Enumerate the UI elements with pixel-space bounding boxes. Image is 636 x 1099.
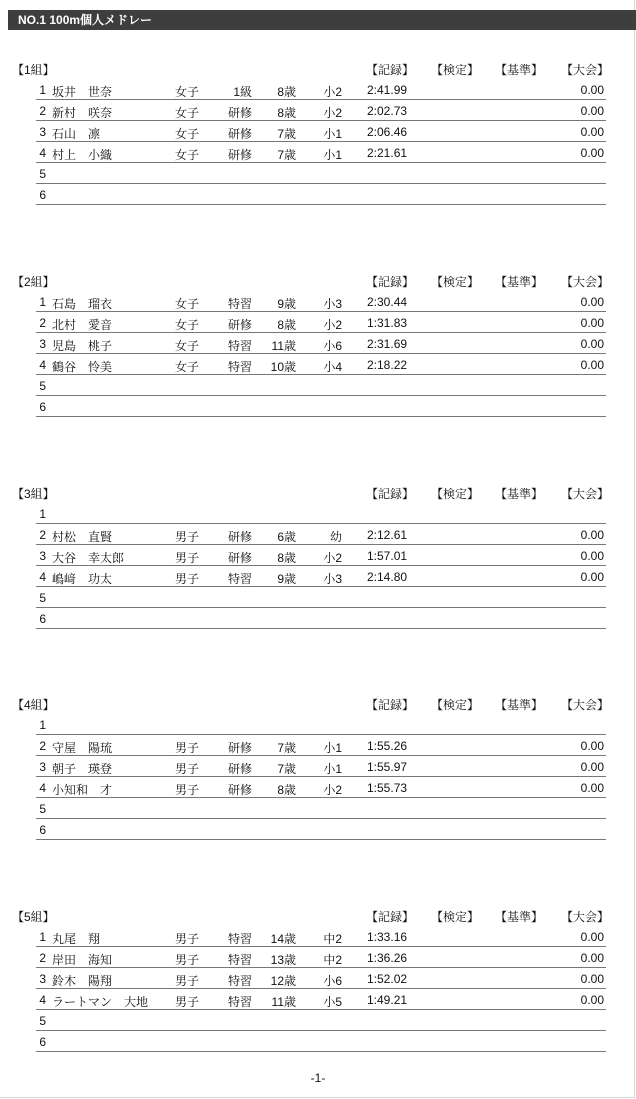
column-kijun: 【基準】 <box>495 275 544 289</box>
table-row <box>0 100 636 121</box>
record-time: 2:31.69 <box>367 337 408 351</box>
lane-number: 6 <box>39 612 46 626</box>
table-row <box>0 968 636 989</box>
taikai-value: 0.00 <box>580 316 604 330</box>
lane-number: 2 <box>39 528 46 542</box>
row-divider <box>36 839 606 840</box>
lane-number: 4 <box>39 781 46 795</box>
swimmer-age: 8歳 <box>277 551 296 565</box>
column-record: 【記録】 <box>366 275 415 289</box>
swimmer-sex: 男子 <box>175 762 200 776</box>
swimmer-grade: 中2 <box>323 932 342 946</box>
column-kijun: 【基準】 <box>495 63 544 77</box>
swimmer-class: 1級 <box>233 85 252 99</box>
swimmer-class: 研修 <box>227 741 252 755</box>
table-row <box>0 354 636 375</box>
swimmer-class: 研修 <box>227 530 252 544</box>
lane-number: 4 <box>39 146 46 160</box>
swimmer-age: 11歳 <box>271 339 296 353</box>
swimmer-sex: 男子 <box>175 551 200 565</box>
swimmer-class: 特習 <box>227 953 252 967</box>
swimmer-name: 大谷 幸太郎 <box>52 551 125 565</box>
swimmer-grade: 小1 <box>323 148 342 162</box>
table-row <box>0 503 636 524</box>
swimmer-age: 8歳 <box>277 783 296 797</box>
table-row <box>0 524 636 545</box>
table-row <box>0 545 636 566</box>
record-time: 1:33.16 <box>367 930 408 944</box>
column-record: 【記録】 <box>366 487 415 501</box>
record-time: 2:12.61 <box>367 528 408 542</box>
swimmer-grade: 小2 <box>323 318 342 332</box>
group-label: 【2組】 <box>12 275 55 289</box>
taikai-value: 0.00 <box>580 760 604 774</box>
swimmer-age: 13歳 <box>270 953 296 967</box>
lane-number: 3 <box>39 760 46 774</box>
table-row <box>0 184 636 205</box>
swimmer-class: 特習 <box>227 974 252 988</box>
row-divider <box>36 416 606 417</box>
swimmer-sex: 女子 <box>175 106 200 120</box>
lane-number: 2 <box>39 739 46 753</box>
column-kentei: 【検定】 <box>431 63 480 77</box>
lane-number: 2 <box>39 316 46 330</box>
lane-number: 1 <box>39 83 46 97</box>
page-number: -1- <box>310 1071 326 1085</box>
swimmer-sex: 男子 <box>175 530 200 544</box>
record-time: 2:21.61 <box>367 146 408 160</box>
table-row <box>0 756 636 777</box>
swimmer-age: 8歳 <box>277 318 296 332</box>
column-record: 【記録】 <box>366 698 415 712</box>
lane-number: 5 <box>39 1014 46 1028</box>
taikai-value: 0.00 <box>580 295 604 309</box>
column-taikai: 【大会】 <box>561 63 610 77</box>
taikai-value: 0.00 <box>580 930 604 944</box>
lane-number: 6 <box>39 823 46 837</box>
swimmer-grade: 小6 <box>323 339 342 353</box>
record-time: 1:55.26 <box>367 739 408 753</box>
table-row <box>0 163 636 184</box>
swimmer-class: 特習 <box>227 339 252 353</box>
swimmer-grade: 小2 <box>323 551 342 565</box>
column-record: 【記録】 <box>366 63 415 77</box>
table-row <box>0 1031 636 1052</box>
taikai-value: 0.00 <box>580 993 604 1007</box>
swimmer-age: 9歳 <box>277 572 296 586</box>
swimmer-grade: 小3 <box>323 297 342 311</box>
swimmer-name: 坂井 世奈 <box>52 85 113 99</box>
lane-number: 6 <box>39 1035 46 1049</box>
swimmer-name: 守屋 陽琉 <box>52 741 113 755</box>
swimmer-name: 石山 凛 <box>52 127 101 141</box>
lane-number: 5 <box>39 167 46 181</box>
lane-number: 4 <box>39 358 46 372</box>
lane-number: 3 <box>39 125 46 139</box>
lane-number: 5 <box>39 379 46 393</box>
table-row <box>0 142 636 163</box>
table-row <box>0 79 636 100</box>
record-time: 2:06.46 <box>367 125 408 139</box>
row-divider <box>36 204 606 205</box>
taikai-value: 0.00 <box>580 570 604 584</box>
swimmer-name: 鈴木 陽翔 <box>52 974 113 988</box>
row-divider <box>36 1051 606 1052</box>
swimmer-sex: 男子 <box>175 572 200 586</box>
taikai-value: 0.00 <box>580 358 604 372</box>
swimmer-name: 嶋﨑 功太 <box>52 572 113 586</box>
lane-number: 4 <box>39 993 46 1007</box>
column-kentei: 【検定】 <box>431 910 480 924</box>
swimmer-sex: 女子 <box>175 85 200 99</box>
table-row <box>0 587 636 608</box>
table-row <box>0 121 636 142</box>
swimmer-age: 7歳 <box>277 148 296 162</box>
column-record: 【記録】 <box>366 910 415 924</box>
swimmer-grade: 小6 <box>323 974 342 988</box>
swimmer-sex: 男子 <box>175 783 200 797</box>
swimmer-name: 児島 桃子 <box>52 339 113 353</box>
column-kentei: 【検定】 <box>431 275 480 289</box>
taikai-value: 0.00 <box>580 104 604 118</box>
record-time: 1:31.83 <box>367 316 408 330</box>
swimmer-sex: 女子 <box>175 148 200 162</box>
column-kentei: 【検定】 <box>431 487 480 501</box>
swimmer-name: 新村 咲奈 <box>52 106 113 120</box>
taikai-value: 0.00 <box>580 549 604 563</box>
lane-number: 5 <box>39 802 46 816</box>
lane-number: 1 <box>39 507 46 521</box>
swimmer-name: 朝子 瑛登 <box>52 762 113 776</box>
swimmer-grade: 小4 <box>323 360 342 374</box>
swimmer-age: 9歳 <box>277 297 296 311</box>
swimmer-grade: 中2 <box>323 953 342 967</box>
swimmer-age: 7歳 <box>277 762 296 776</box>
table-row <box>0 1010 636 1031</box>
swimmer-sex: 男子 <box>175 741 200 755</box>
swimmer-grade: 小2 <box>323 783 342 797</box>
swimmer-age: 10歳 <box>270 360 296 374</box>
lane-number: 2 <box>39 104 46 118</box>
swimmer-grade: 小1 <box>323 762 342 776</box>
record-time: 2:02.73 <box>367 104 408 118</box>
swimmer-class: 研修 <box>227 762 252 776</box>
table-row <box>0 819 636 840</box>
swimmer-sex: 女子 <box>175 297 200 311</box>
group-header <box>0 905 636 925</box>
swimmer-sex: 女子 <box>175 318 200 332</box>
swimmer-age: 7歳 <box>277 741 296 755</box>
swimmer-sex: 男子 <box>175 953 200 967</box>
taikai-value: 0.00 <box>580 528 604 542</box>
lane-number: 6 <box>39 400 46 414</box>
swimmer-sex: 女子 <box>175 339 200 353</box>
taikai-value: 0.00 <box>580 972 604 986</box>
column-taikai: 【大会】 <box>561 275 610 289</box>
swimmer-sex: 男子 <box>175 974 200 988</box>
swimmer-name: 小知和 才 <box>52 783 113 797</box>
record-time: 2:18.22 <box>367 358 408 372</box>
row-divider <box>36 628 606 629</box>
swimmer-class: 研修 <box>227 127 252 141</box>
taikai-value: 0.00 <box>580 83 604 97</box>
record-time: 1:55.73 <box>367 781 408 795</box>
swimmer-class: 研修 <box>227 783 252 797</box>
swimmer-grade: 小5 <box>323 995 342 1009</box>
table-row <box>0 926 636 947</box>
swimmer-class: 特習 <box>227 360 252 374</box>
record-time: 1:52.02 <box>367 972 408 986</box>
swimmer-class: 特習 <box>227 297 252 311</box>
record-time: 2:30.44 <box>367 295 408 309</box>
record-time: 1:49.21 <box>367 993 408 1007</box>
swimmer-grade: 小1 <box>323 741 342 755</box>
taikai-value: 0.00 <box>580 951 604 965</box>
group-header <box>0 693 636 713</box>
table-row <box>0 798 636 819</box>
taikai-value: 0.00 <box>580 739 604 753</box>
record-time: 1:55.97 <box>367 760 408 774</box>
swimmer-name: 村上 小織 <box>52 148 113 162</box>
record-time: 1:57.01 <box>367 549 408 563</box>
record-time: 2:14.80 <box>367 570 408 584</box>
taikai-value: 0.00 <box>580 781 604 795</box>
swimmer-grade: 小2 <box>323 106 342 120</box>
lane-number: 3 <box>39 972 46 986</box>
table-row <box>0 608 636 629</box>
swimmer-grade: 小2 <box>323 85 342 99</box>
swimmer-age: 8歳 <box>277 106 296 120</box>
lane-number: 3 <box>39 337 46 351</box>
group-label: 【1組】 <box>12 63 55 77</box>
column-kijun: 【基準】 <box>495 487 544 501</box>
group-label: 【4組】 <box>12 698 55 712</box>
column-taikai: 【大会】 <box>561 910 610 924</box>
group-header <box>0 270 636 290</box>
table-row <box>0 333 636 354</box>
swimmer-age: 12歳 <box>270 974 296 988</box>
swimmer-grade: 幼 <box>329 530 342 544</box>
swimmer-age: 7歳 <box>277 127 296 141</box>
swimmer-class: 特習 <box>227 572 252 586</box>
table-row <box>0 396 636 417</box>
swimmer-name: ラートマン 大地 <box>52 995 149 1009</box>
table-row <box>0 735 636 756</box>
column-taikai: 【大会】 <box>561 487 610 501</box>
swimmer-sex: 男子 <box>175 995 200 1009</box>
swimmer-class: 研修 <box>227 551 252 565</box>
table-row <box>0 989 636 1010</box>
taikai-value: 0.00 <box>580 125 604 139</box>
swimmer-name: 岸田 海知 <box>52 953 113 967</box>
lane-number: 3 <box>39 549 46 563</box>
taikai-value: 0.00 <box>580 146 604 160</box>
column-taikai: 【大会】 <box>561 698 610 712</box>
record-time: 1:36.26 <box>367 951 408 965</box>
column-kentei: 【検定】 <box>431 698 480 712</box>
record-time: 2:41.99 <box>367 83 408 97</box>
event-title: NO.1 100m個人メドレー <box>8 10 636 30</box>
lane-number: 1 <box>39 930 46 944</box>
swimmer-class: 研修 <box>227 148 252 162</box>
group-label: 【3組】 <box>12 487 55 501</box>
swimmer-name: 石島 瑠衣 <box>52 297 113 311</box>
swimmer-class: 研修 <box>227 318 252 332</box>
table-row <box>0 777 636 798</box>
table-row <box>0 312 636 333</box>
taikai-value: 0.00 <box>580 337 604 351</box>
swimmer-sex: 男子 <box>175 932 200 946</box>
swimmer-sex: 女子 <box>175 360 200 374</box>
table-row <box>0 947 636 968</box>
table-row <box>0 566 636 587</box>
swimmer-sex: 女子 <box>175 127 200 141</box>
group-header <box>0 58 636 78</box>
swimmer-name: 村松 直賢 <box>52 530 113 544</box>
group-label: 【5組】 <box>12 910 55 924</box>
table-row <box>0 291 636 312</box>
swimmer-class: 研修 <box>227 106 252 120</box>
swimmer-class: 特習 <box>227 995 252 1009</box>
swimmer-age: 11歳 <box>271 995 296 1009</box>
lane-number: 2 <box>39 951 46 965</box>
swimmer-age: 6歳 <box>277 530 296 544</box>
lane-number: 5 <box>39 591 46 605</box>
column-kijun: 【基準】 <box>495 910 544 924</box>
lane-number: 1 <box>39 718 46 732</box>
table-row <box>0 375 636 396</box>
lane-number: 1 <box>39 295 46 309</box>
swimmer-age: 14歳 <box>270 932 296 946</box>
swimmer-name: 北村 愛音 <box>52 318 113 332</box>
swimmer-grade: 小1 <box>323 127 342 141</box>
group-header <box>0 482 636 502</box>
swimmer-class: 特習 <box>227 932 252 946</box>
swimmer-name: 丸尾 翔 <box>52 932 101 946</box>
column-kijun: 【基準】 <box>495 698 544 712</box>
lane-number: 4 <box>39 570 46 584</box>
swimmer-age: 8歳 <box>277 85 296 99</box>
swimmer-grade: 小3 <box>323 572 342 586</box>
swimmer-name: 鶴谷 怜美 <box>52 360 113 374</box>
lane-number: 6 <box>39 188 46 202</box>
table-row <box>0 714 636 735</box>
